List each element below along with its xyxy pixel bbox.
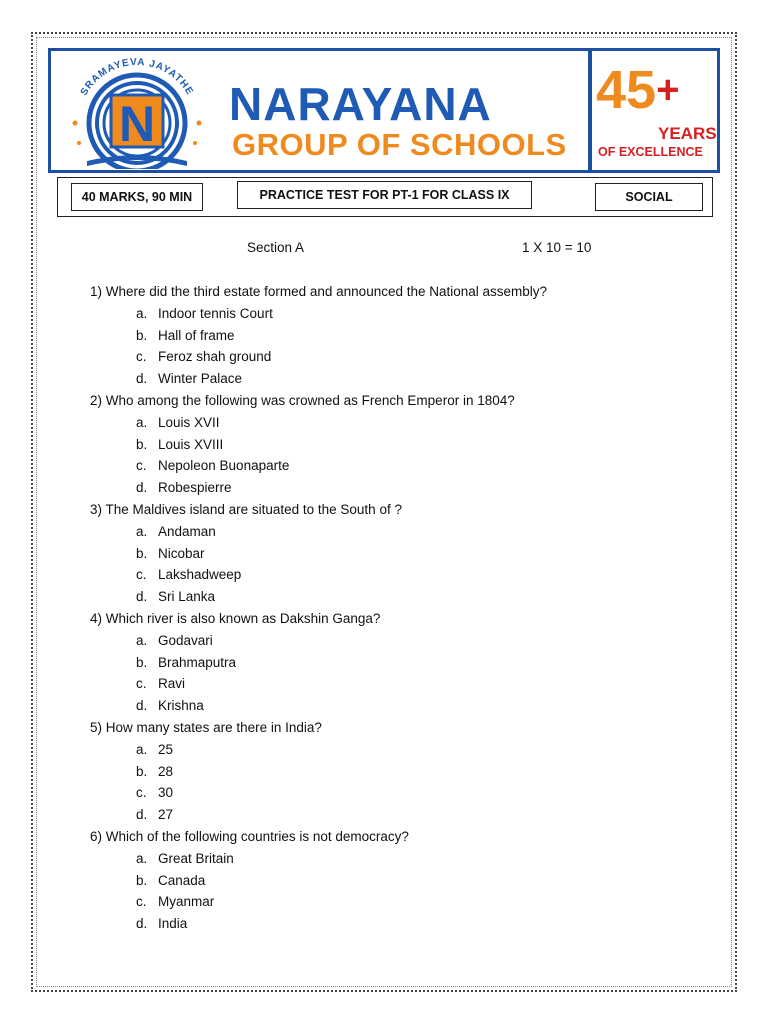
answer-option <box>0 870 768 892</box>
option-letter: c. <box>136 349 147 365</box>
question-list <box>0 281 768 935</box>
answer-option <box>0 673 768 695</box>
option-letter: b. <box>136 545 148 561</box>
marks-time-box: 40 MARKS, 90 MIN <box>71 183 203 211</box>
question-2 <box>0 390 768 499</box>
option-text: 30 <box>158 785 174 801</box>
question-text <box>90 390 768 412</box>
option-letter: a. <box>136 414 148 430</box>
answer-option <box>0 695 768 717</box>
badge-excellence: OF EXCELLENCE <box>598 145 703 159</box>
option-letter: b. <box>136 654 148 670</box>
answer-option <box>0 891 768 913</box>
option-text: Nepoleon Buonaparte <box>158 458 290 474</box>
option-letter: b. <box>136 763 148 779</box>
option-text: Godavari <box>158 632 213 648</box>
banner-divider <box>588 51 592 170</box>
option-letter: c. <box>136 567 147 583</box>
option-text: Winter Palace <box>158 371 243 387</box>
answer-option <box>0 455 768 477</box>
answer-option <box>0 368 768 390</box>
option-text: Feroz shah ground <box>158 349 272 365</box>
answer-option <box>0 913 768 935</box>
option-letter: c. <box>136 894 147 910</box>
option-text: Brahmaputra <box>158 654 237 670</box>
answer-option <box>0 303 768 325</box>
question-4 <box>0 608 768 717</box>
test-title-box: PRACTICE TEST FOR PT-1 FOR CLASS IX <box>237 181 532 209</box>
option-letter: b. <box>136 872 148 888</box>
option-letter: c. <box>136 676 147 692</box>
question-text <box>90 717 768 739</box>
school-subtitle: GROUP OF SCHOOLS <box>232 127 567 162</box>
answer-option <box>0 739 768 761</box>
option-letter: a. <box>136 741 148 757</box>
answer-option <box>0 630 768 652</box>
test-info-row <box>57 177 713 217</box>
option-text: Hall of frame <box>158 327 235 343</box>
answer-option <box>0 543 768 565</box>
question-statement: Who among the following was crowned as French Emperor in 1804? <box>105 392 515 408</box>
answer-option <box>0 434 768 456</box>
question-text <box>90 608 768 630</box>
badge-years: YEARS <box>658 124 717 143</box>
option-text: Louis XVIII <box>158 436 224 452</box>
school-banner <box>48 48 720 173</box>
option-text: Nicobar <box>158 545 205 561</box>
question-statement: Where did the third estate formed and announced the National assembly? <box>105 284 548 299</box>
question-5 <box>0 717 768 826</box>
narayana-logo <box>57 53 217 169</box>
question-number: 6) <box>90 828 103 844</box>
option-text: Sri Lanka <box>158 589 216 605</box>
question-statement: How many states are there in India? <box>105 719 322 735</box>
question-statement: Which of the following countries is not democracy? <box>105 828 409 844</box>
option-text: Ravi <box>158 676 186 692</box>
option-letter: a. <box>136 850 148 866</box>
option-text: India <box>158 916 188 932</box>
answer-option <box>0 477 768 499</box>
question-1 <box>0 281 768 390</box>
question-text <box>90 281 768 303</box>
question-number: 1) <box>90 284 103 299</box>
badge-number: 45 <box>596 60 657 120</box>
subject-box: SOCIAL <box>595 183 703 211</box>
option-letter: d. <box>136 371 148 387</box>
school-name: NARAYANA <box>229 78 492 130</box>
answer-option <box>0 586 768 608</box>
question-number: 5) <box>90 719 103 735</box>
section-marks: 1 X 10 = 10 <box>522 240 592 255</box>
answer-option <box>0 761 768 783</box>
option-letter: a. <box>136 305 148 321</box>
answer-option <box>0 652 768 674</box>
answer-option <box>0 848 768 870</box>
option-text: Krishna <box>158 698 204 714</box>
option-text: Andaman <box>158 523 216 539</box>
option-letter: c. <box>136 785 147 801</box>
question-number: 2) <box>90 392 103 408</box>
option-letter: d. <box>136 916 148 932</box>
question-6 <box>0 826 768 935</box>
logo-letter: N <box>118 96 156 152</box>
question-statement: The Maldives island are situated to the South of ? <box>105 501 402 517</box>
option-text: Robespierre <box>158 480 232 496</box>
option-letter: d. <box>136 698 148 714</box>
option-text: 28 <box>158 763 174 779</box>
option-letter: d. <box>136 807 148 823</box>
option-text: Myanmar <box>158 894 215 910</box>
answer-option <box>0 346 768 368</box>
question-text <box>90 826 768 848</box>
badge-plus: + <box>656 68 680 112</box>
option-text: Indoor tennis Court <box>158 305 273 321</box>
option-text: Louis XVII <box>158 414 220 430</box>
section-label: Section A <box>247 240 305 255</box>
option-text: Lakshadweep <box>158 567 242 583</box>
option-letter: a. <box>136 632 148 648</box>
answer-option <box>0 782 768 804</box>
option-letter: c. <box>136 458 147 474</box>
option-letter: b. <box>136 436 148 452</box>
question-number: 3) <box>90 501 103 517</box>
option-text: 25 <box>158 741 174 757</box>
question-3 <box>0 499 768 608</box>
option-text: Great Britain <box>158 850 234 866</box>
answer-option <box>0 564 768 586</box>
question-text <box>90 499 768 521</box>
answer-option <box>0 521 768 543</box>
anniversary-badge <box>596 55 716 165</box>
answer-option <box>0 412 768 434</box>
option-letter: d. <box>136 480 148 496</box>
logo-motto: SRAMAYEVA JAYATHE <box>78 56 196 98</box>
option-text: Canada <box>158 872 206 888</box>
question-number: 4) <box>90 610 103 626</box>
option-letter: b. <box>136 327 148 343</box>
option-letter: a. <box>136 523 148 539</box>
answer-option <box>0 804 768 826</box>
option-text: 27 <box>158 807 174 823</box>
question-statement: Which river is also known as Dakshin Ganga? <box>105 610 381 626</box>
answer-option <box>0 325 768 347</box>
option-letter: d. <box>136 589 148 605</box>
